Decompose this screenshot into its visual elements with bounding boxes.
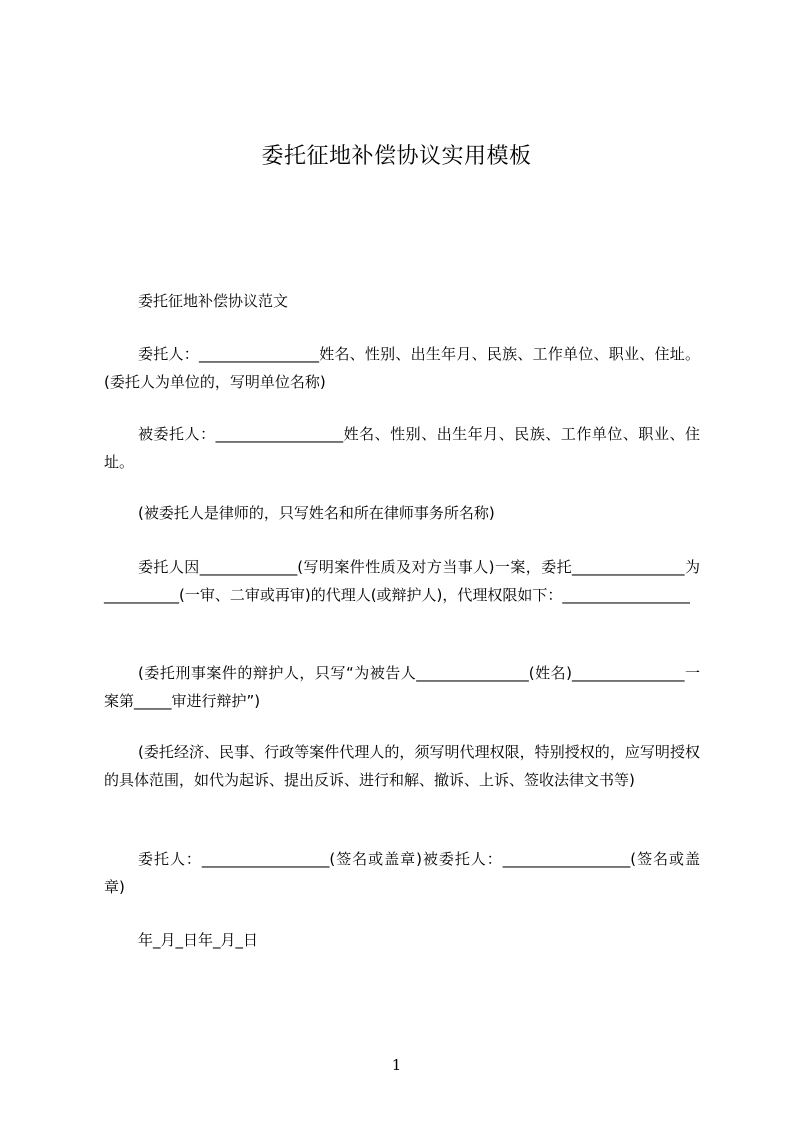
paragraph-case-delegation: 委托人因_____________(写明案件性质及对方当事人)一案，委托_______________为__________(一审、二审或再审)的代理人(或辩护人)，代理权限如下：_________________ bbox=[104, 558, 700, 604]
paragraph-heading: 委托征地补偿协议范文 bbox=[138, 292, 289, 310]
paragraph-criminal-defense-note: (委托刑事案件的辩护人，只写“为被告人_______________(姓名)_______________一案第_____审进行辩护”) bbox=[104, 664, 700, 710]
document-title: 委托征地补偿协议实用模板 bbox=[261, 144, 532, 169]
paragraph-civil-agency-note: (委托经济、民事、行政等案件代理人的，须写明代理权限，特别授权的，应写明授权的具体范围，如代为起诉、提出反诉、进行和解、撤诉、上诉、签收法律文书等) bbox=[104, 743, 700, 789]
paragraph-signatures: 委托人：_________________(签名或盖章)被委托人：_________________(签名或盖章) bbox=[104, 850, 700, 896]
paragraph-principal: 委托人：________________姓名、性别、出生年月、民族、工作单位、职业、住址。(委托人为单位的，写明单位名称) bbox=[104, 345, 700, 391]
paragraph-dates: 年_月_日年_月_日 bbox=[138, 931, 259, 949]
paragraph-agent: 被委托人：_________________姓名、性别、出生年月、民族、工作单位、职业、住址。 bbox=[104, 425, 700, 471]
page-number: 1 bbox=[391, 1056, 402, 1074]
paragraph-agent-lawyer-note: (被委托人是律师的，只写姓名和所在律师事务所名称) bbox=[138, 504, 495, 522]
